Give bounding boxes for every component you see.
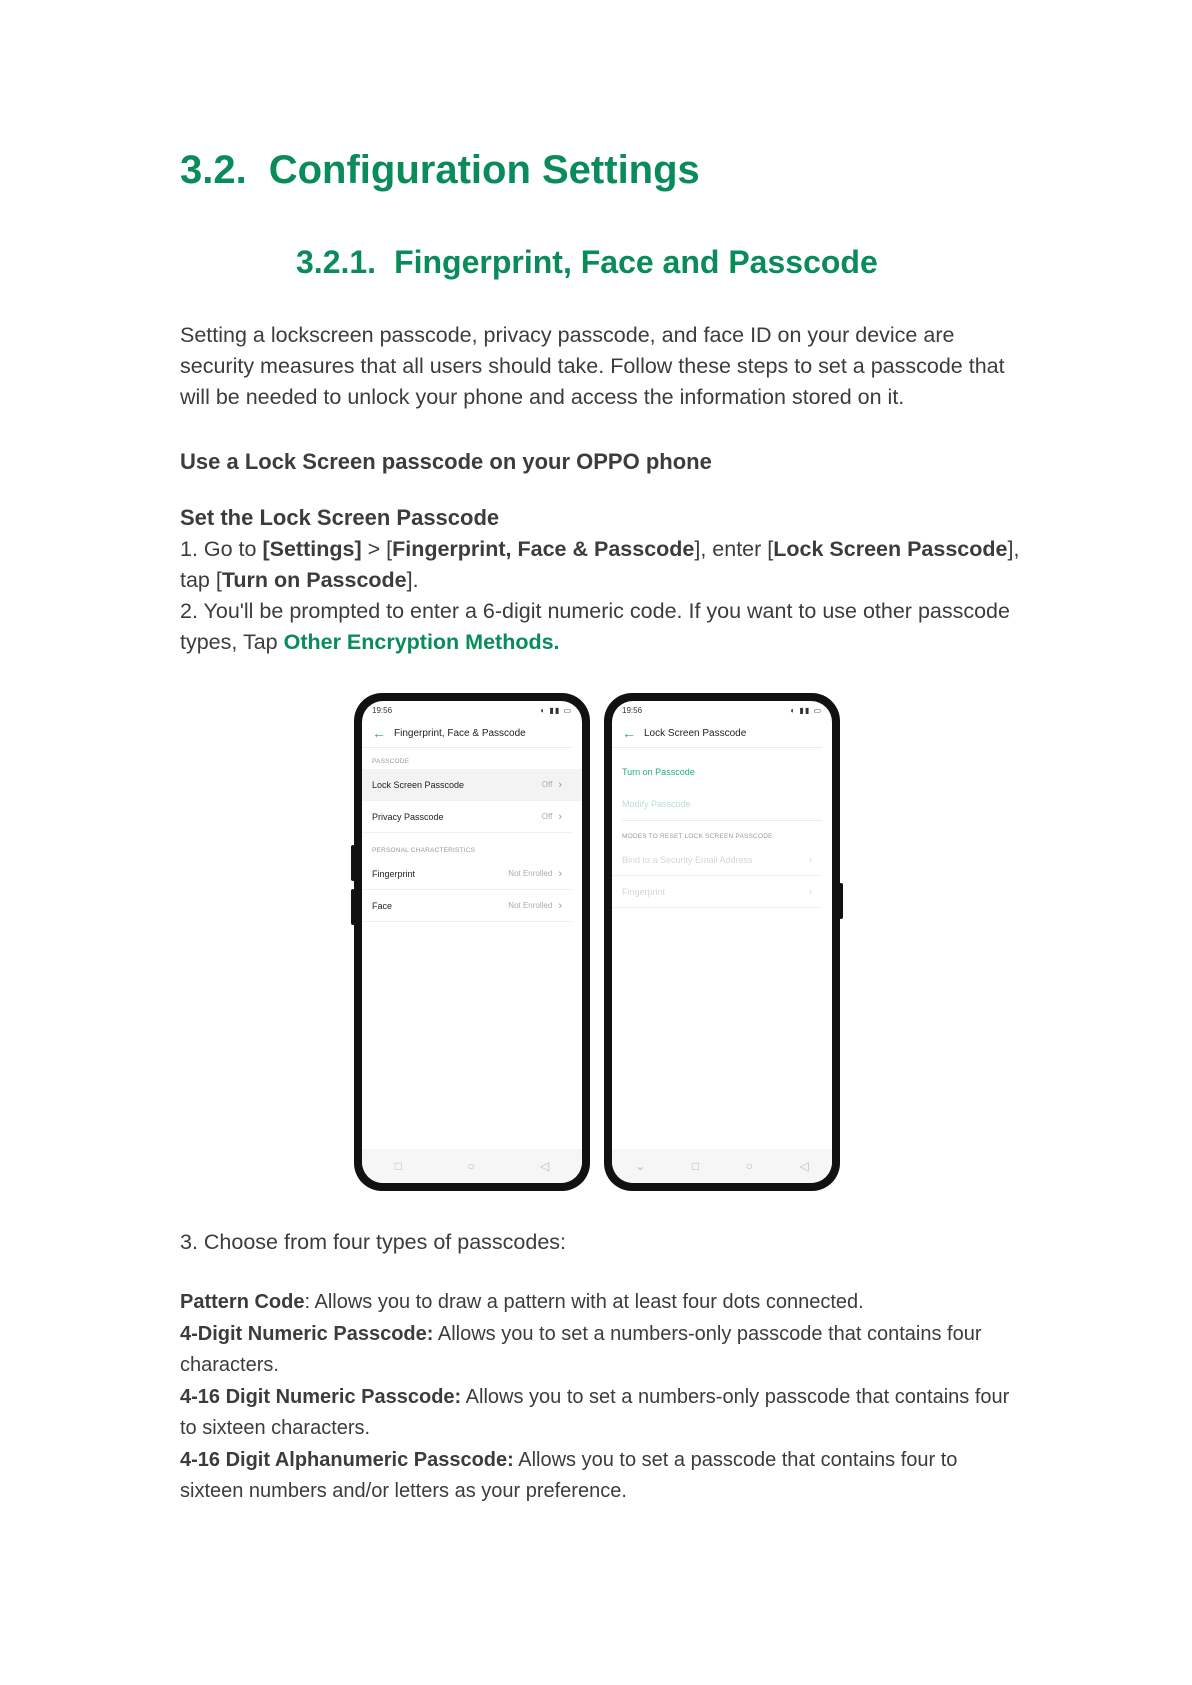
step1-turn-on: Turn on Passcode — [221, 568, 407, 592]
settings-row-lock-screen[interactable] — [362, 769, 582, 801]
volume-button — [351, 845, 355, 881]
step1-mid2: ], tap [ — [180, 537, 1020, 592]
reset-row-fingerprint — [612, 876, 822, 908]
list-item — [180, 1319, 1020, 1382]
step-3: 3. Choose from four types of passcodes: — [180, 1230, 567, 1254]
step1-mid: ], enter [ — [694, 537, 774, 561]
row-label: Face — [372, 900, 393, 911]
subsection-number: 3.2.1. — [296, 244, 377, 280]
status-bar — [362, 701, 582, 719]
type-name: 4-16 Digit Numeric Passcode: — [180, 1385, 462, 1408]
section-subtitle: Use a Lock Screen passcode on your OPPO phone — [180, 449, 712, 474]
phone-screen — [612, 701, 832, 1183]
row-label: Lock Screen Passcode — [372, 779, 465, 790]
other-encryption-link[interactable]: Other Encryption Methods. — [283, 630, 560, 654]
step-2 — [180, 596, 1020, 658]
list-item — [180, 1382, 1020, 1445]
chevron-right-icon: › — [808, 885, 812, 898]
subsection-heading — [296, 244, 878, 281]
nav-bar — [612, 1149, 832, 1183]
modify-passcode-link: Modify Passcode — [622, 799, 691, 809]
app-header — [362, 719, 572, 748]
back-arrow-icon[interactable]: ← — [622, 725, 636, 741]
step1-end: ]. — [406, 568, 419, 592]
chevron-right-icon: › — [558, 867, 562, 880]
step2-text: 2. You'll be prompted to enter a 6-digit numeric code. If you want to use other passcode types, Tap — [180, 599, 1010, 654]
intro-paragraph: Setting a lockscreen passcode, privacy passcode, and face ID on your device are security measures that all users should take. Follow these steps to set a passcode that will be needed to unlock your phone and access the information stored on it. — [180, 323, 1005, 409]
status-icons: ◐ ▮▮ ▭ — [790, 705, 822, 715]
status-icons: ◐ ▮▮ ▭ — [540, 705, 572, 715]
step1-settings: [Settings] — [262, 537, 362, 561]
passcode-types-list — [180, 1287, 1020, 1508]
step1-sep: > [ — [361, 537, 393, 561]
section-number: 3.2. — [180, 148, 247, 192]
chevron-right-icon: › — [808, 853, 812, 866]
phone-mockup-2 — [604, 693, 840, 1191]
chevron-right-icon: › — [558, 899, 562, 912]
phone-screen — [362, 701, 582, 1183]
phone-mockup-1 — [354, 693, 590, 1191]
chevron-down-icon[interactable]: ⌄ — [635, 1159, 646, 1173]
row-value: Off — [541, 780, 553, 789]
chevron-right-icon: › — [558, 810, 562, 823]
type-name: 4-16 Digit Alphanumeric Passcode: — [180, 1448, 514, 1471]
type-desc: Allows you to set a numbers-only passcode that contains four characters. — [180, 1322, 982, 1376]
step1-lock-screen: Lock Screen Passcode — [773, 537, 1008, 561]
step1-prefix: 1. Go to — [180, 537, 263, 561]
settings-row-fingerprint[interactable] — [362, 858, 572, 890]
home-icon[interactable]: ○ — [745, 1159, 753, 1173]
row-value: Off — [541, 812, 553, 821]
section-label: MODES TO RESET LOCK SCREEN PASSCODE — [622, 833, 773, 840]
nav-bar — [362, 1149, 582, 1183]
screen-title: Fingerprint, Face & Passcode — [394, 727, 526, 739]
status-time: 19:56 — [622, 705, 643, 715]
back-arrow-icon[interactable]: ← — [372, 725, 386, 741]
type-desc: Allows you to set a passcode that contains four to sixteen numbers and/or letters as your preference. — [180, 1448, 958, 1502]
row-value: Not Enrolled — [508, 901, 553, 910]
settings-row-face[interactable] — [362, 890, 572, 922]
type-name: Pattern Code — [180, 1291, 305, 1313]
row-label: Privacy Passcode — [372, 811, 444, 822]
type-desc: Allows you to draw a pattern with at least four dots connected. — [314, 1291, 864, 1313]
row-value: Not Enrolled — [508, 869, 553, 878]
list-item — [180, 1445, 1020, 1508]
settings-row-privacy[interactable] — [362, 801, 572, 833]
steps-title: Set the Lock Screen Passcode — [180, 505, 500, 530]
step-1 — [180, 534, 1020, 596]
back-icon[interactable]: ◁ — [540, 1159, 550, 1173]
list-item: Pattern Code: Allows you to draw a pattern with at least four dots connected. — [180, 1291, 864, 1313]
row-label: Bind to a Security Email Address — [622, 854, 753, 865]
reset-row-email — [612, 844, 822, 876]
type-name: 4-Digit Numeric Passcode: — [180, 1322, 434, 1345]
recents-icon[interactable]: □ — [691, 1159, 700, 1173]
section-heading — [180, 148, 700, 193]
section-label: PERSONAL CHARACTERISTICS — [372, 847, 476, 854]
section-label: PASSCODE — [372, 758, 410, 765]
chevron-right-icon: › — [558, 778, 562, 791]
subsection-title: Fingerprint, Face and Passcode — [394, 244, 878, 280]
row-label: Fingerprint — [622, 886, 666, 897]
home-icon[interactable]: ○ — [467, 1159, 475, 1173]
row-label: Fingerprint — [372, 868, 416, 879]
step1-fingerprint: Fingerprint, Face & Passcode — [392, 537, 695, 561]
type-desc: Allows you to set a numbers-only passcode that contains four to sixteen characters. — [180, 1385, 1010, 1439]
turn-on-passcode-link[interactable]: Turn on Passcode — [622, 767, 695, 777]
power-button — [839, 883, 843, 919]
section-title: Configuration Settings — [268, 148, 700, 192]
recents-icon[interactable]: □ — [394, 1159, 402, 1173]
volume-button — [351, 889, 355, 925]
status-time: 19:56 — [372, 705, 393, 715]
status-bar — [612, 701, 832, 719]
back-icon[interactable]: ◁ — [799, 1159, 809, 1173]
app-header — [612, 719, 822, 748]
screen-title: Lock Screen Passcode — [644, 727, 747, 739]
